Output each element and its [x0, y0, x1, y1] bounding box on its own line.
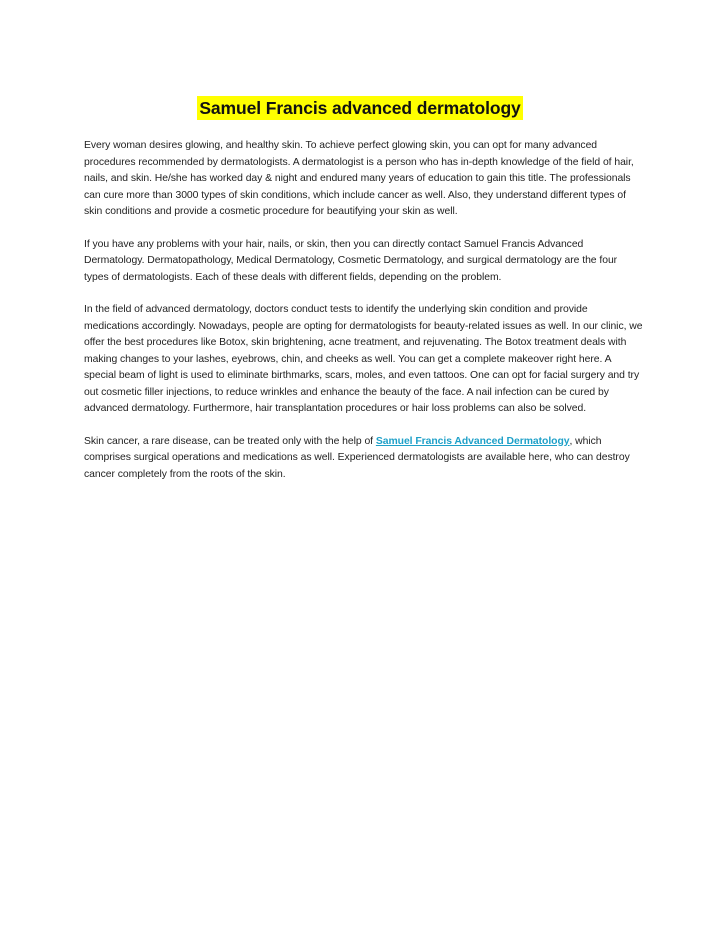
document-title: Samuel Francis advanced dermatology [199, 98, 521, 118]
paragraph-skin-cancer-before: Skin cancer, a rare disease, can be treated only with the help of [84, 435, 376, 447]
paragraph-contact: If you have any problems with your hair, nails, or skin, then you can directly contact Samuel Francis Advanced Dermatology. Dermatopathology, Medical Dermatology, Cosmetic Dermatology, and surgical dermatology are the four types of dermatologists. Each of these deals with different fields, depending on the problem. [84, 238, 618, 283]
paragraph-skin-cancer-after: , which comprises surgical operations and medications as well. Experienced dermatologists are available here, who can destroy cancer completely from the roots of the skin. [84, 435, 630, 480]
paragraph-intro: Every woman desires glowing, and healthy skin. To achieve perfect glowing skin, you can opt for many advanced procedures recommended by dermatologists. A dermatologist is a person who has in-depth knowledge of the field of hair, nails, and skin. He/she has worked day & night and endured many years of education to gain this title. The professionals can cure more than 3000 types of skin conditions, which include cancer as well. Also, they understand different types of skin conditions and provide a cosmetic procedure for beautifying your skin as well. [84, 140, 634, 217]
paragraph-skin-cancer [84, 434, 644, 484]
title-container [0, 96, 720, 120]
document-body [84, 138, 644, 499]
clinic-link[interactable]: Samuel Francis Advanced Dermatology [375, 435, 570, 447]
paragraph-procedures: In the field of advanced dermatology, doctors conduct tests to identify the underlying skin condition and provide medications accordingly. Nowadays, people are opting for dermatologists for beauty-related issues as well. In our clinic, we offer the best procedures like Botox, skin brightening, acne treatment, and rejuvenating. The Botox treatment deals with making changes to your lashes, eyebrows, chin, and cheeks as well. You can get a complete makeover right here. A special beam of light is used to eliminate birthmarks, scars, moles, and even tattoos. One can opt for facial surgery and try out cosmetic filler injections, to reduce wrinkles and enhance the beauty of the face. A nail infection can be cured by advanced dermatology. Furthermore, hair transplantation procedures or hair loss problems can also be solved. [84, 304, 643, 414]
